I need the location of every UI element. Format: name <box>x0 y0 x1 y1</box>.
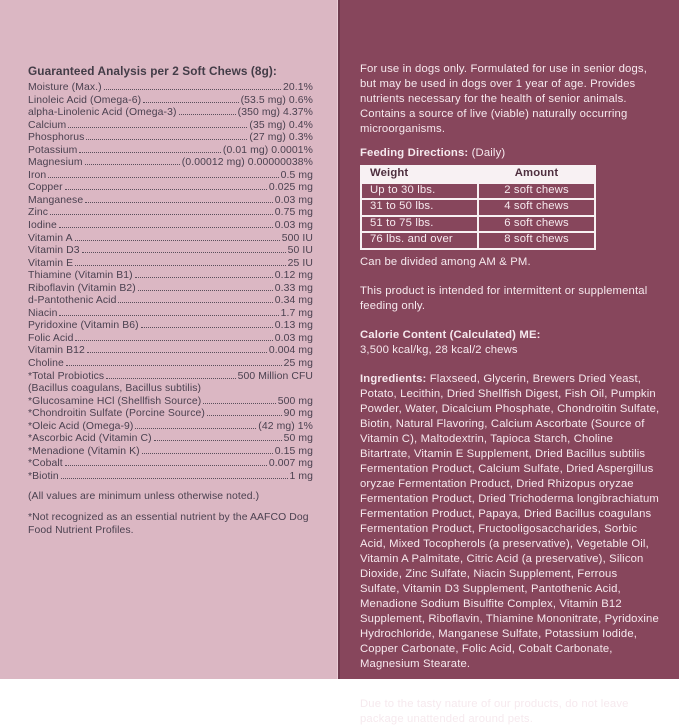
dotted-leader <box>79 152 221 153</box>
dotted-leader <box>59 227 273 228</box>
ga-nutrient-name: Phosphorus <box>28 132 85 144</box>
ga-row <box>28 120 313 133</box>
ga-row <box>28 446 313 459</box>
dotted-leader <box>61 478 288 479</box>
ga-row <box>28 245 313 258</box>
tasty-warning: Due to the tasty nature of our products, do not leave package unattended around pets. <box>360 697 629 725</box>
ga-nutrient-name: alpha-Linolenic Acid (Omega-3) <box>28 107 177 119</box>
feeding-table-column-weight: Weight <box>361 166 478 183</box>
dotted-leader <box>75 340 272 341</box>
ga-row <box>28 433 313 446</box>
dotted-leader <box>50 214 273 215</box>
dotted-leader <box>154 440 282 441</box>
dotted-leader <box>86 139 247 140</box>
ga-nutrient-name: Pyridoxine (Vitamin B6) <box>28 320 139 332</box>
feeding-amount-cell: 2 soft chews <box>478 183 595 200</box>
ga-nutrient-name: *Chondroitin Sulfate (Porcine Source) <box>28 408 205 420</box>
ga-nutrient-name: Linoleic Acid (Omega-6) <box>28 94 142 106</box>
ga-row <box>28 82 313 95</box>
dotted-leader <box>135 428 256 429</box>
ga-nutrient-value: 50 mg <box>283 433 313 445</box>
ga-row <box>28 345 313 358</box>
usage-intro: For use in dogs only. Formulated for use in senior dogs, but may be used in dogs over 1 year of age. Provides nutrients necessary for the health of senior animals. Contains a source of live (viable) naturally occurring microorganisms. <box>360 63 647 135</box>
ga-nutrient-value: 50 IU <box>287 245 313 257</box>
ga-row <box>28 408 313 421</box>
dotted-leader <box>65 189 267 190</box>
ga-nutrient-name: *Biotin <box>28 470 59 482</box>
feeding-amount-cell: 4 soft chews <box>478 199 595 216</box>
ga-row <box>28 195 313 208</box>
ga-row <box>28 383 313 396</box>
guaranteed-analysis-panel <box>0 0 337 679</box>
ga-nutrient-value: 0.5 mg <box>280 169 313 181</box>
ga-nutrient-value: (53.5 mg) 0.6% <box>240 94 313 106</box>
dotted-leader <box>118 302 272 303</box>
dotted-leader <box>141 327 273 328</box>
dotted-leader <box>106 378 235 379</box>
ga-nutrient-name: d-Pantothenic Acid <box>28 295 117 307</box>
ga-nutrient-value: (350 mg) 4.37% <box>237 107 313 119</box>
ga-nutrient-name: Riboflavin (Vitamin B2) <box>28 282 136 294</box>
ingredients-label: Ingredients: <box>360 372 427 385</box>
feeding-directions-daily: (Daily) <box>468 147 506 159</box>
ga-nutrient-value: 0.15 mg <box>274 445 313 457</box>
dotted-leader <box>48 177 278 178</box>
dotted-leader <box>59 315 278 316</box>
feeding-weight-cell: 31 to 50 lbs. <box>361 199 478 216</box>
dotted-leader <box>143 102 238 103</box>
dotted-leader <box>82 252 286 253</box>
feeding-amount-cell: 6 soft chews <box>478 216 595 233</box>
ga-row <box>28 270 313 283</box>
ga-nutrient-value: 20.1% <box>283 82 313 93</box>
ga-nutrient-name: Magnesium <box>28 157 83 169</box>
calorie-heading: Calorie Content (Calculated) ME: <box>360 328 541 341</box>
ga-row <box>28 157 313 170</box>
dotted-leader <box>179 114 236 115</box>
ga-nutrient-value: 0.33 mg <box>274 282 313 294</box>
feeding-weight-cell: 76 lbs. and over <box>361 232 478 249</box>
ga-row <box>28 170 313 183</box>
ga-row <box>28 95 313 108</box>
ga-row <box>28 333 313 346</box>
feeding-table-header-row <box>361 166 595 183</box>
ga-nutrient-value: 0.03 mg <box>274 220 313 232</box>
ga-nutrient-name: Vitamin D3 <box>28 245 80 257</box>
dotted-leader <box>138 290 273 291</box>
ga-row <box>28 471 313 484</box>
ga-row <box>28 458 313 471</box>
minimum-values-note: (All values are minimum unless otherwise noted.) <box>28 490 260 502</box>
intermittent-note: This product is intended for intermittent or supplemental feeding only. <box>360 284 648 312</box>
dotted-leader <box>85 164 180 165</box>
ga-nutrient-name: Zinc <box>28 207 49 219</box>
dotted-leader <box>87 352 267 353</box>
ga-row <box>28 258 313 271</box>
calorie-content-block <box>360 328 660 358</box>
ga-nutrient-name: *Cobalt <box>28 458 63 470</box>
ga-row <box>28 396 313 409</box>
divided-note: Can be divided among AM & PM. <box>360 255 531 268</box>
calorie-value: 3,500 kcal/kg, 28 kcal/2 chews <box>360 343 518 356</box>
guaranteed-analysis-heading: Guaranteed Analysis per 2 Soft Chews (8g): <box>28 64 277 78</box>
ga-nutrient-value: 500 Million CFU <box>237 370 313 382</box>
dotted-leader <box>104 89 281 90</box>
ga-nutrient-name: Copper <box>28 182 63 194</box>
ga-nutrient-name: Niacin <box>28 307 58 319</box>
feeding-weight-cell: Up to 30 lbs. <box>361 183 478 200</box>
ingredients-text: Flaxseed, Glycerin, Brewers Dried Yeast, Potato, Lecithin, Dried Shellfish Digest, Fish Oil, Pumpkin Powder, Water, Dicalcium Phosphate, Chondroitin Sulfate, Biotin, Natural Flavoring, Calcium Ascorbate (Source of Vitamin C), Maltodextrin, Tapioca Starch, Choline Bitartrate, Vitamin E Supplement, Dried Bacillus subtilis Fermentation Product, Calcium Sulfate, Dried Aspergillus oryzae Fermentation Product, Dried Rhizopus oryzae Fermentation Product, Dried Trichoderma longibrachiatum Fermentation Product, Papaya, Dried Bacillus coagulans Fermentation Product, Fructooligosaccharides, Sorbic Acid, Mixed Tocopherols (a preservative), Vegetable Oil, Vitamin A Palmitate, Citric Acid (a preservative), Silicon Dioxide, Zinc Sulfate, Niacin Supplement, Ferrous Sulfate, Vitamin D3 Supplement, Pantothenic Acid, Menadione Sodium Bisulfite Complex, Vitamin B12 Supplement, Riboflavin, Thiamine Mononitrate, Pyridoxine Hydrochloride, Manganese Sulfate, Potassium Iodide, Copper Carbonate, Folic Acid, Cobalt Carbonate, Magnesium Stearate. <box>360 372 660 670</box>
ga-nutrient-name: Potassium <box>28 144 78 156</box>
ga-row <box>28 207 313 220</box>
ga-row <box>28 182 313 195</box>
ga-row <box>28 371 313 384</box>
ga-nutrient-value: 0.03 mg <box>274 332 313 344</box>
ga-nutrient-value: (42 mg) 1% <box>258 420 313 432</box>
dotted-leader <box>203 403 275 404</box>
ga-nutrient-name: *Ascorbic Acid (Vitamin C) <box>28 433 152 445</box>
feeding-amount-cell: 8 soft chews <box>478 232 595 249</box>
feeding-directions-label: Feeding Directions: <box>360 147 469 159</box>
ga-row <box>28 145 313 158</box>
ga-row <box>28 283 313 296</box>
dotted-leader <box>85 202 273 203</box>
ga-nutrient-name: Moisture (Max.) <box>28 82 102 93</box>
dotted-leader <box>135 277 273 278</box>
ga-nutrient-name: Vitamin A <box>28 232 73 244</box>
ga-nutrient-value: 25 mg <box>283 358 313 370</box>
ga-nutrient-value: 500 mg <box>277 395 313 407</box>
ingredients-paragraph <box>360 372 660 672</box>
ga-nutrient-value: 0.13 mg <box>274 320 313 332</box>
ga-nutrient-value: (35 mg) 0.4% <box>249 119 313 131</box>
ga-nutrient-value: 90 mg <box>283 408 313 420</box>
ga-nutrient-value: 0.75 mg <box>274 207 313 219</box>
feeding-table-row <box>361 216 595 233</box>
ga-nutrient-name: *Glucosamine HCl (Shellfish Source) <box>28 395 202 407</box>
ga-nutrient-value: (0.00012 mg) 0.00000038% <box>181 157 313 169</box>
ga-nutrient-value: (0.01 mg) 0.0001% <box>222 144 313 156</box>
ga-nutrient-value: 0.007 mg <box>268 458 313 470</box>
ga-nutrient-value: 25 IU <box>287 257 313 269</box>
ga-nutrient-name: (Bacillus coagulans, Bacillus subtilis) <box>28 383 202 395</box>
ga-nutrient-name: *Oleic Acid (Omega-9) <box>28 420 134 432</box>
dotted-leader <box>68 127 247 128</box>
feeding-table-row <box>361 199 595 216</box>
feeding-table-head <box>361 166 595 183</box>
ga-nutrient-name: Choline <box>28 358 64 370</box>
ga-nutrient-value: 500 IU <box>281 232 313 244</box>
dotted-leader <box>75 240 280 241</box>
ga-nutrient-name: *Menadione (Vitamin K) <box>28 445 140 457</box>
ga-nutrient-name: Folic Acid <box>28 332 74 344</box>
aafco-footnote: *Not recognized as an essential nutrient by the AAFCO Dog Food Nutrient Profiles. <box>28 511 309 536</box>
feeding-table-row <box>361 232 595 249</box>
feeding-directions-heading <box>360 146 660 161</box>
ga-row <box>28 295 313 308</box>
ga-nutrient-name: Vitamin B12 <box>28 345 85 357</box>
ga-nutrient-value: 0.34 mg <box>274 295 313 307</box>
dotted-leader <box>75 265 285 266</box>
dotted-leader <box>207 415 282 416</box>
feeding-table-column-amount: Amount <box>478 166 595 183</box>
ga-row <box>28 308 313 321</box>
ga-nutrient-value: (27 mg) 0.3% <box>249 132 313 144</box>
ga-nutrient-name: Thiamine (Vitamin B1) <box>28 270 133 282</box>
feeding-table <box>360 165 596 250</box>
directions-panel <box>340 0 679 725</box>
dotted-leader <box>65 465 267 466</box>
ga-nutrient-name: Vitamin E <box>28 257 74 269</box>
ga-nutrient-name: Calcium <box>28 119 67 131</box>
ga-nutrient-value: 0.12 mg <box>274 270 313 282</box>
ga-row <box>28 220 313 233</box>
ga-nutrient-value: 0.03 mg <box>274 194 313 206</box>
dotted-leader <box>142 453 273 454</box>
ga-nutrient-name: Manganese <box>28 194 84 206</box>
feeding-table-row <box>361 183 595 200</box>
ga-row <box>28 358 313 371</box>
ga-row <box>28 132 313 145</box>
dotted-leader <box>66 365 282 366</box>
ga-nutrient-name: Iron <box>28 169 47 181</box>
ga-nutrient-value: 1.7 mg <box>280 307 313 319</box>
ga-nutrient-value: 0.025 mg <box>268 182 313 194</box>
ga-nutrient-name: *Total Probiotics <box>28 370 105 382</box>
ga-row <box>28 107 313 120</box>
ga-nutrient-name: Iodine <box>28 220 57 232</box>
ga-nutrient-value: 1 mg <box>289 470 313 482</box>
ga-nutrient-value: 0.004 mg <box>268 345 313 357</box>
ga-row <box>28 233 313 246</box>
feeding-weight-cell: 51 to 75 lbs. <box>361 216 478 233</box>
ga-row <box>28 421 313 434</box>
guaranteed-analysis-list <box>28 82 313 484</box>
ga-row <box>28 320 313 333</box>
feeding-table-body <box>361 183 595 249</box>
